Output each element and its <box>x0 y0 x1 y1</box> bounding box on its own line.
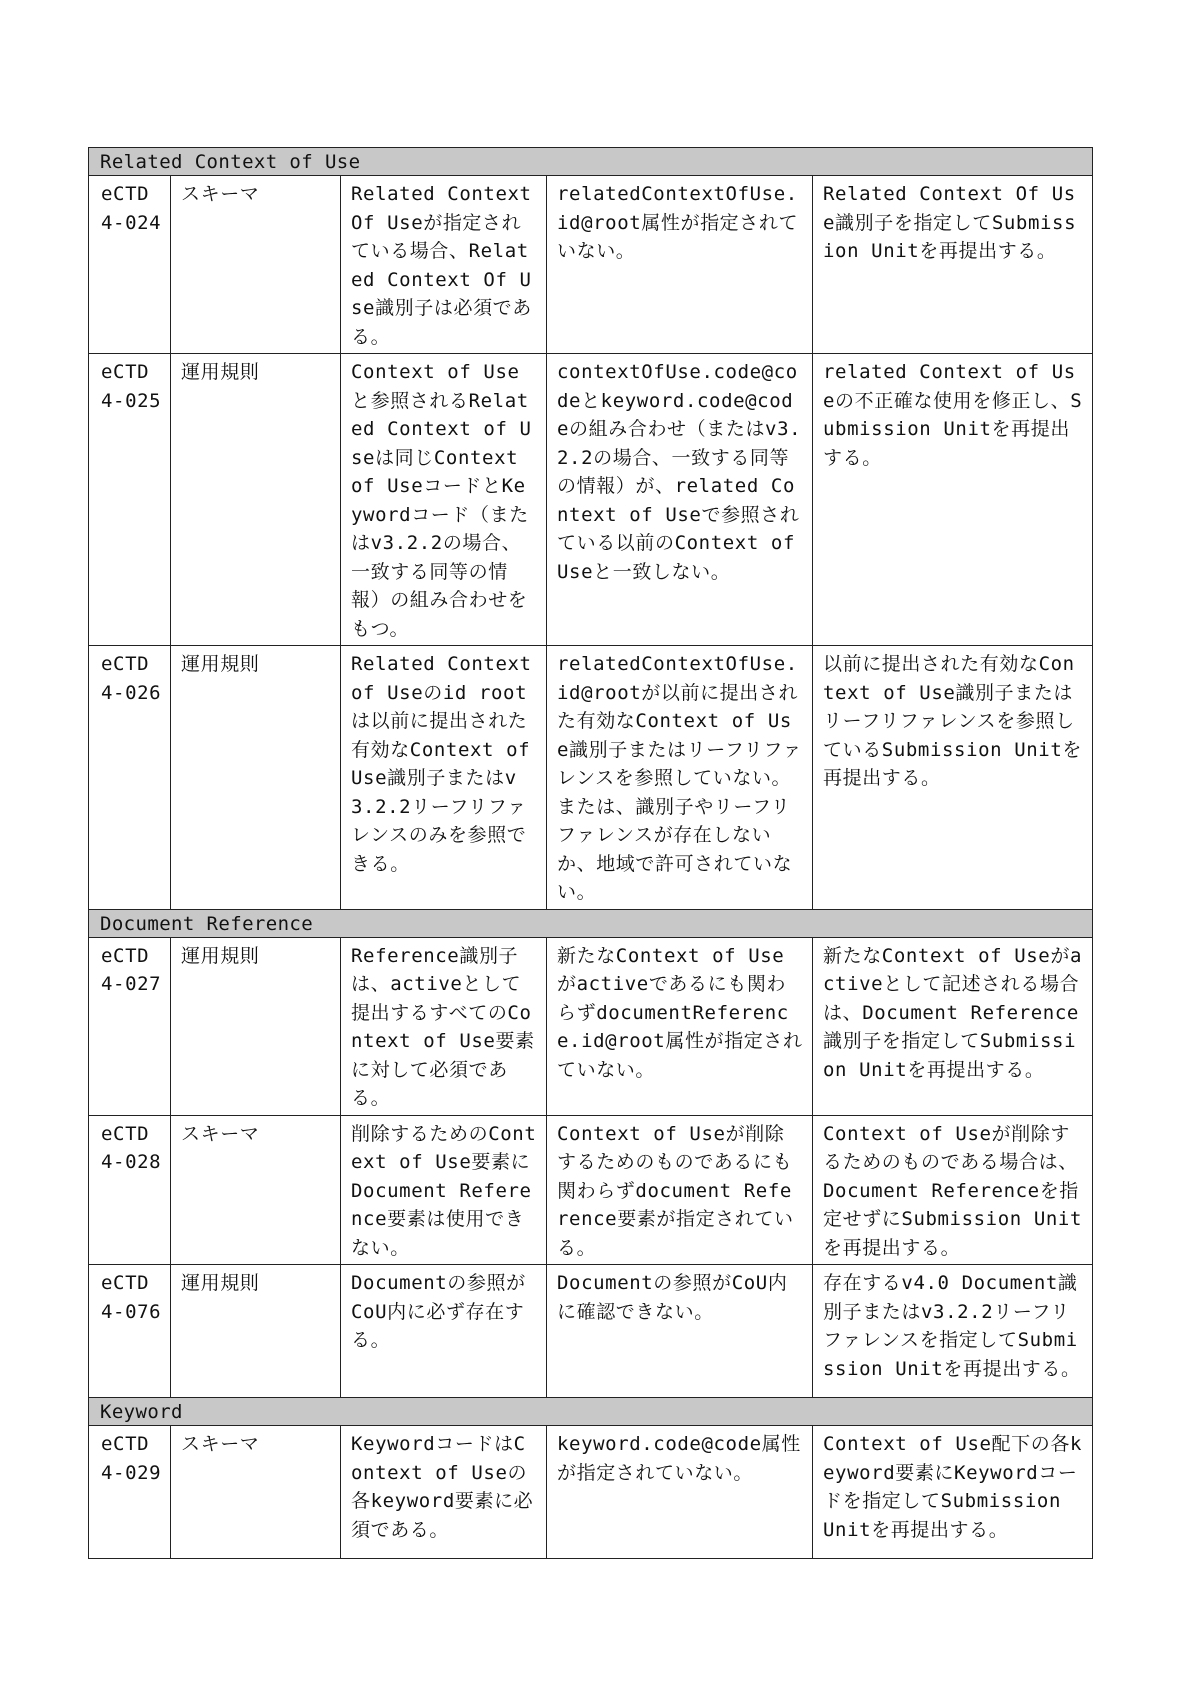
section-title: Related Context of Use <box>89 148 1093 176</box>
validation-rules-table <box>88 147 1093 1559</box>
corrective-action-cell: Context of Useが削除するためのものである場合は、Document Referenceを指定せずにSubmission Unitを再提出する。 <box>813 1115 1093 1265</box>
rule-id-cell: eCTD 4-028 <box>89 1115 171 1265</box>
rule-description-cell: Related Context of Useのid rootは以前に提出された有効なContext of Use識別子またはv3.2.2リーフリファレンスのみを参照できる。 <box>341 646 547 910</box>
rule-description-cell: KeywordコードはContext of Useの各keyword要素に必須である。 <box>341 1426 547 1559</box>
error-condition-cell: Documentの参照がCoU内に確認できない。 <box>547 1265 813 1398</box>
table-row <box>89 354 1093 646</box>
error-condition-cell: Context of Useが削除するためのものであるにも関わらずdocument Reference要素が指定されている。 <box>547 1115 813 1265</box>
rule-description-cell: 削除するためのContext of Use要素にDocument Reference要素は使用できない。 <box>341 1115 547 1265</box>
rule-description-cell: Context of Useと参照されるRelated Context of Useは同じContext of UseコードとKeywordコード（またはv3.2.2の場合、一致する同等の情報）の組み合わせをもつ。 <box>341 354 547 646</box>
corrective-action-cell: 新たなContext of Useがactiveとして記述される場合は、Document Reference識別子を指定してSubmission Unitを再提出する。 <box>813 937 1093 1115</box>
error-condition-cell: contextOfUse.code@codeとkeyword.code@codeの組み合わせ（またはv3.2.2の場合、一致する同等の情報）が、related Context of Useで参照されている以前のContext of Useと一致しない。 <box>547 354 813 646</box>
section-header-row <box>89 909 1093 937</box>
section-title: Keyword <box>89 1398 1093 1426</box>
error-condition-cell: relatedContextOfUse.id@rootが以前に提出された有効なContext of Use識別子またはリーフリファレンスを参照していない。または、識別子やリーフリファレンスが存在しないか、地域で許可されていない。 <box>547 646 813 910</box>
error-condition-cell: 新たなContext of Useがactiveであるにも関わらずdocumentReference.id@root属性が指定されていない。 <box>547 937 813 1115</box>
table-row <box>89 176 1093 354</box>
rule-type-cell: スキーマ <box>171 1115 341 1265</box>
rule-id-cell: eCTD 4-026 <box>89 646 171 910</box>
rule-description-cell: Documentの参照がCoU内に必ず存在する。 <box>341 1265 547 1398</box>
section-header-row <box>89 148 1093 176</box>
rule-id-cell: eCTD 4-076 <box>89 1265 171 1398</box>
table-row <box>89 937 1093 1115</box>
table-row <box>89 1265 1093 1398</box>
corrective-action-cell: 以前に提出された有効なContext of Use識別子またはリーフリファレンスを参照しているSubmission Unitを再提出する。 <box>813 646 1093 910</box>
corrective-action-cell: Context of Use配下の各keyword要素にKeywordコードを指定してSubmission Unitを再提出する。 <box>813 1426 1093 1559</box>
table-row <box>89 1426 1093 1559</box>
error-condition-cell: keyword.code@code属性が指定されていない。 <box>547 1426 813 1559</box>
rule-description-cell: Related Context Of Useが指定されている場合、Related Context Of Use識別子は必須である。 <box>341 176 547 354</box>
table-row <box>89 646 1093 910</box>
rule-id-cell: eCTD 4-024 <box>89 176 171 354</box>
rule-type-cell: スキーマ <box>171 176 341 354</box>
rule-id-cell: eCTD 4-025 <box>89 354 171 646</box>
corrective-action-cell: 存在するv4.0 Document識別子またはv3.2.2リーフリファレンスを指定してSubmission Unitを再提出する。 <box>813 1265 1093 1398</box>
section-title: Document Reference <box>89 909 1093 937</box>
rule-id-cell: eCTD 4-027 <box>89 937 171 1115</box>
rule-type-cell: 運用規則 <box>171 937 341 1115</box>
rule-type-cell: 運用規則 <box>171 1265 341 1398</box>
error-condition-cell: relatedContextOfUse.id@root属性が指定されていない。 <box>547 176 813 354</box>
corrective-action-cell: Related Context Of Use識別子を指定してSubmission Unitを再提出する。 <box>813 176 1093 354</box>
rule-type-cell: 運用規則 <box>171 646 341 910</box>
rule-id-cell: eCTD 4-029 <box>89 1426 171 1559</box>
rule-description-cell: Reference識別子は、activeとして提出するすべてのContext of Use要素に対して必須である。 <box>341 937 547 1115</box>
corrective-action-cell: related Context of Useの不正確な使用を修正し、Submission Unitを再提出する。 <box>813 354 1093 646</box>
section-header-row <box>89 1398 1093 1426</box>
table-row <box>89 1115 1093 1265</box>
rule-type-cell: 運用規則 <box>171 354 341 646</box>
rule-type-cell: スキーマ <box>171 1426 341 1559</box>
table-body <box>89 148 1093 1559</box>
